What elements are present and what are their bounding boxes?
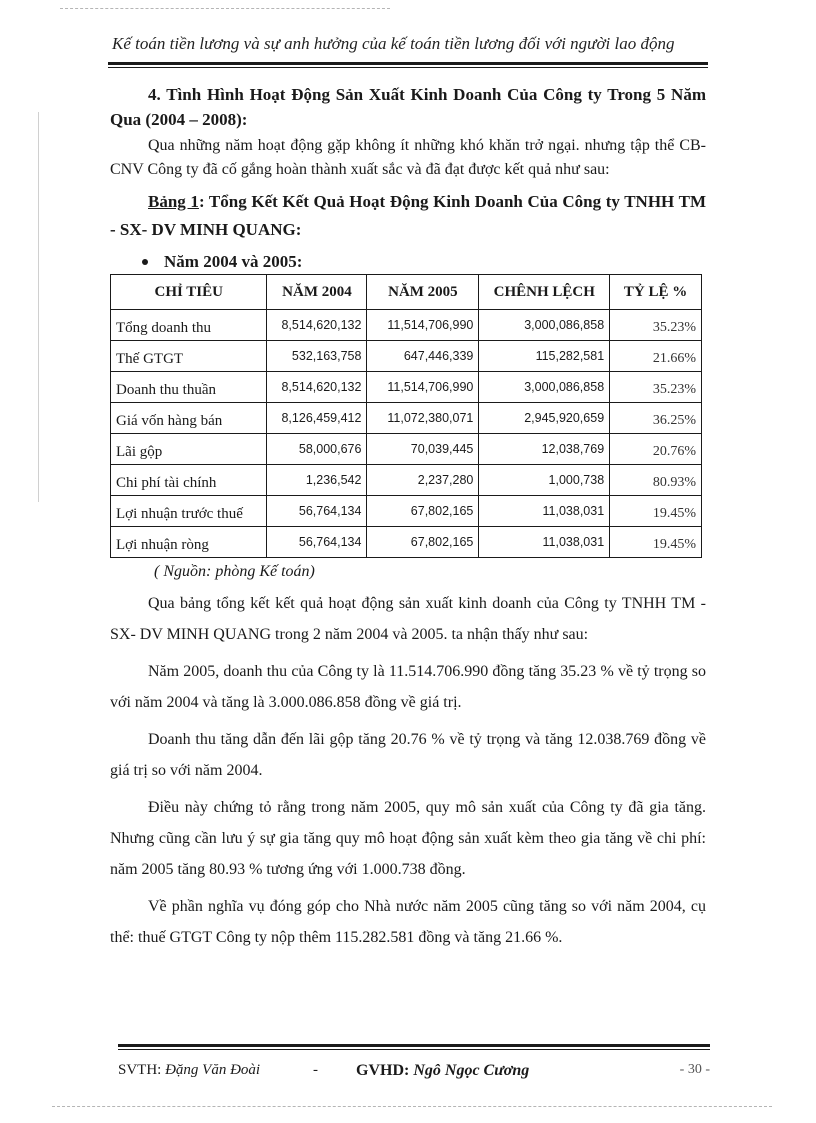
analysis-paragraph: Năm 2005, doanh thu của Công ty là 11.514.706.990 đồng tăng 35.23 % về tỷ trọng so với năm 2004 và tăng là 3.000.086.858 đồng về giá trị.	[110, 663, 706, 711]
value-ratio: 19.45%	[610, 496, 702, 527]
row-label: Thế GTGT	[111, 341, 267, 372]
value-ratio: 35.23%	[610, 310, 702, 341]
analysis-paragraph: Doanh thu tăng dẫn đến lãi gộp tăng 20.76 % về tỷ trọng và tăng 12.038.769 đồng về giá trị so với năm 2004.	[110, 731, 706, 779]
page-content	[110, 82, 706, 953]
value-2004: 8,514,620,132	[267, 310, 367, 341]
value-difference: 3,000,086,858	[479, 310, 610, 341]
value-ratio: 21.66%	[610, 341, 702, 372]
value-2005: 11,514,706,990	[367, 372, 479, 403]
footer-student	[118, 1062, 260, 1079]
value-2005: 67,802,165	[367, 527, 479, 558]
page-number: - 30 -	[679, 1062, 710, 1077]
value-2005: 11,072,380,071	[367, 403, 479, 434]
value-ratio: 36.25%	[610, 403, 702, 434]
analysis-paragraph: Về phần nghĩa vụ đóng góp cho Nhà nước năm 2005 cũng tăng so với năm 2004, cụ thể: thuế GTGT Công ty nộp thêm 115.282.581 đồng và tăng 21.66 %.	[110, 898, 706, 946]
table-row	[111, 310, 702, 341]
analysis-paragraph: Qua bảng tổng kết kết quả hoạt động sản xuất kinh doanh của Công ty TNHH TM - SX- DV MINH QUANG trong 2 năm 2004 và 2005. ta nhận thấy như sau:	[110, 595, 706, 643]
intro-paragraph: Qua những năm hoạt động gặp không ít những khó khăn trở ngại. nhưng tập thể CB-CNV Công ty đã cố gắng hoàn thành xuất sắc và đã đạt được kết quả như sau:	[110, 137, 706, 178]
value-2004: 58,000,676	[267, 434, 367, 465]
scan-dash-bottom	[52, 1106, 772, 1107]
row-label: Doanh thu thuần	[111, 372, 267, 403]
header-cell-2004: NĂM 2004	[267, 275, 367, 310]
footer-instructor	[356, 1062, 529, 1080]
table-row	[111, 434, 702, 465]
value-difference: 11,038,031	[479, 496, 610, 527]
header-cell-difference: CHÊNH LỆCH	[479, 275, 610, 310]
running-header-title: Kế toán tiền lương và sự anh hưởng của kế toán tiền lương đối với người lao động	[112, 34, 675, 53]
value-2005: 2,237,280	[367, 465, 479, 496]
footer-instructor-name: Ngô Ngọc Cương	[413, 1062, 530, 1079]
table-row	[111, 403, 702, 434]
table-header-row	[111, 275, 702, 310]
value-2004: 532,163,758	[267, 341, 367, 372]
value-difference: 115,282,581	[479, 341, 610, 372]
value-difference: 12,038,769	[479, 434, 610, 465]
section-heading: 4. Tình Hình Hoạt Động Sản Xuất Kinh Doanh Của Công ty Trong 5 Năm Qua (2004 – 2008):	[110, 85, 706, 129]
value-difference: 1,000,738	[479, 465, 610, 496]
table-row	[111, 465, 702, 496]
row-label: Lãi gộp	[111, 434, 267, 465]
table-row	[111, 527, 702, 558]
value-difference: 11,038,031	[479, 527, 610, 558]
value-2005: 11,514,706,990	[367, 310, 479, 341]
value-2004: 56,764,134	[267, 496, 367, 527]
row-label: Lợi nhuận trước thuế	[111, 496, 267, 527]
value-2005: 67,802,165	[367, 496, 479, 527]
value-difference: 2,945,920,659	[479, 403, 610, 434]
footer-student-label: SVTH:	[118, 1062, 166, 1078]
value-2005: 647,446,339	[367, 341, 479, 372]
bullet-dot-icon	[142, 259, 148, 265]
value-difference: 3,000,086,858	[479, 372, 610, 403]
footer-rule-thick	[118, 1044, 710, 1047]
table-caption	[110, 188, 706, 244]
value-ratio: 19.45%	[610, 527, 702, 558]
footer-rule-thin	[118, 1049, 710, 1050]
footer-separator: -	[313, 1062, 318, 1078]
value-ratio: 20.76%	[610, 434, 702, 465]
value-2004: 56,764,134	[267, 527, 367, 558]
row-label: Lợi nhuận ròng	[111, 527, 267, 558]
table-caption-label: Bảng 1	[148, 192, 199, 211]
value-2004: 8,514,620,132	[267, 372, 367, 403]
business-results-table	[110, 274, 702, 558]
table-row	[111, 341, 702, 372]
table-row	[111, 496, 702, 527]
footer-student-name: Đặng Văn Đoài	[165, 1062, 261, 1078]
value-2004: 1,236,542	[267, 465, 367, 496]
value-ratio: 80.93%	[610, 465, 702, 496]
header-cell-2005: NĂM 2005	[367, 275, 479, 310]
value-2004: 8,126,459,412	[267, 403, 367, 434]
header-rule-thin	[108, 67, 708, 68]
table-source-note: ( Nguồn: phòng Kế toán)	[154, 563, 315, 580]
value-2005: 70,039,445	[367, 434, 479, 465]
year-bullet	[142, 250, 706, 274]
table-row	[111, 372, 702, 403]
scan-margin-line	[38, 112, 39, 502]
header-rule-thick	[108, 62, 708, 65]
row-label: Tổng doanh thu	[111, 310, 267, 341]
analysis-paragraph: Điều này chứng tỏ rằng trong năm 2005, quy mô sản xuất của Công ty đã gia tăng. Nhưng cũng cần lưu ý sự gia tăng quy mô hoạt động sản xuất kèm theo gia tăng về chi phí: năm 2005 tăng 80.93 % tương ứng với 1.000.738 đồng.	[110, 799, 706, 878]
year-bullet-text: Năm 2004 và 2005:	[164, 252, 303, 271]
footer-instructor-label: GVHD:	[356, 1062, 414, 1079]
header-cell-indicator: CHỈ TIÊU	[111, 275, 267, 310]
row-label: Chi phí tài chính	[111, 465, 267, 496]
scan-dash-top	[60, 8, 390, 9]
value-ratio: 35.23%	[610, 372, 702, 403]
table-caption-text: : Tổng Kết Kết Quả Hoạt Động Kinh Doanh Của Công ty TNHH TM - SX- DV MINH QUANG:	[110, 192, 706, 239]
row-label: Giá vốn hàng bán	[111, 403, 267, 434]
header-cell-ratio: TỶ LỆ %	[610, 275, 702, 310]
